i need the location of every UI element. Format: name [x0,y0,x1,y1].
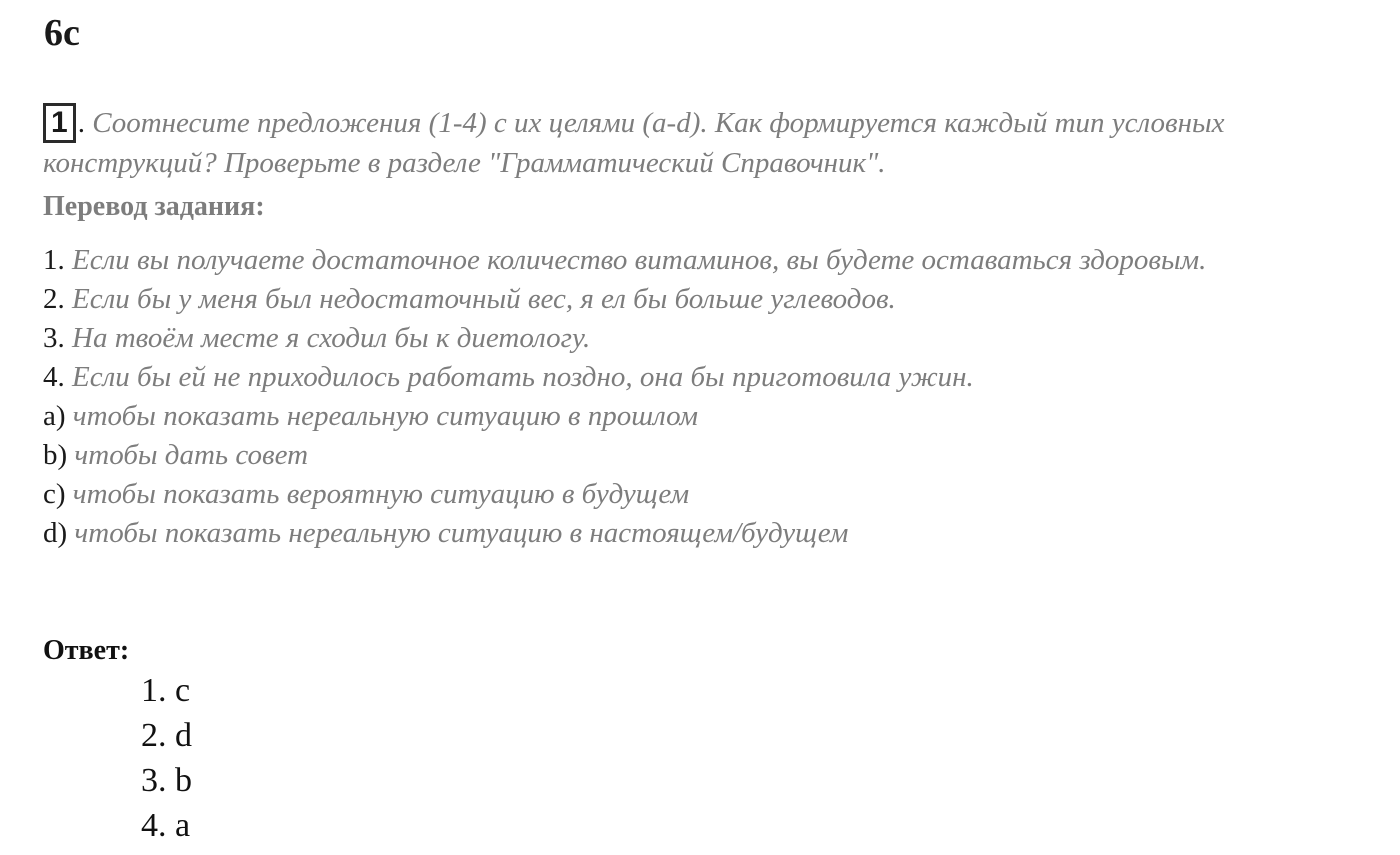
answer-value: a [175,807,191,844]
list-item [43,475,1363,514]
item-text: чтобы показать вероятную ситуацию в будущем [72,478,690,510]
answer-value: d [175,717,192,754]
item-marker: 3. [43,322,65,354]
list-item [43,436,1363,475]
answer-number: 1. [141,672,167,709]
section-title: 6c [44,12,80,54]
answer-row [141,713,192,758]
answer-number: 2. [141,717,167,754]
answer-value: c [175,672,191,709]
item-text: чтобы дать совет [74,439,309,471]
translation-heading: Перевод задания: [43,191,265,222]
answer-list [141,668,192,848]
answer-row [141,758,192,803]
task-number-dot: . [77,107,85,139]
item-marker: b) [43,439,68,471]
answer-number: 4. [141,807,167,844]
list-item [43,280,1363,319]
task-number-box: 1 [43,103,76,143]
item-marker: 2. [43,283,65,315]
answer-row [141,803,192,848]
list-item [43,514,1363,553]
translation-list [43,241,1363,553]
task-instruction-block [43,103,1363,183]
item-marker: c) [43,478,66,510]
item-text: Если бы у меня был недостаточный вес, я ел бы больше углеводов. [72,283,896,315]
item-text: На твоём месте я сходил бы к диетологу. [72,322,591,354]
list-item [43,241,1363,280]
list-item [43,397,1363,436]
item-text: чтобы показать нереальную ситуацию в прошлом [72,400,699,432]
item-marker: 4. [43,361,65,393]
item-marker: 1. [43,244,65,276]
item-marker: d) [43,517,68,549]
answer-number: 3. [141,762,167,799]
answer-row [141,668,192,713]
item-marker: a) [43,400,66,432]
answer-value: b [175,762,192,799]
item-text: Если вы получаете достаточное количество витаминов, вы будете оставаться здоровым. [72,244,1207,276]
answer-heading: Ответ: [43,635,130,666]
item-text: чтобы показать нереальную ситуацию в настоящем/будущем [74,517,849,549]
task-instruction-text: Соотнесите предложения (1-4) с их целями (a-d). Как формируется каждый тип условных конструкций? Проверьте в разделе "Грамматический Справочник". [43,107,1225,179]
item-text: Если бы ей не приходилось работать поздно, она бы приготовила ужин. [72,361,974,393]
list-item [43,319,1363,358]
list-item [43,358,1363,397]
